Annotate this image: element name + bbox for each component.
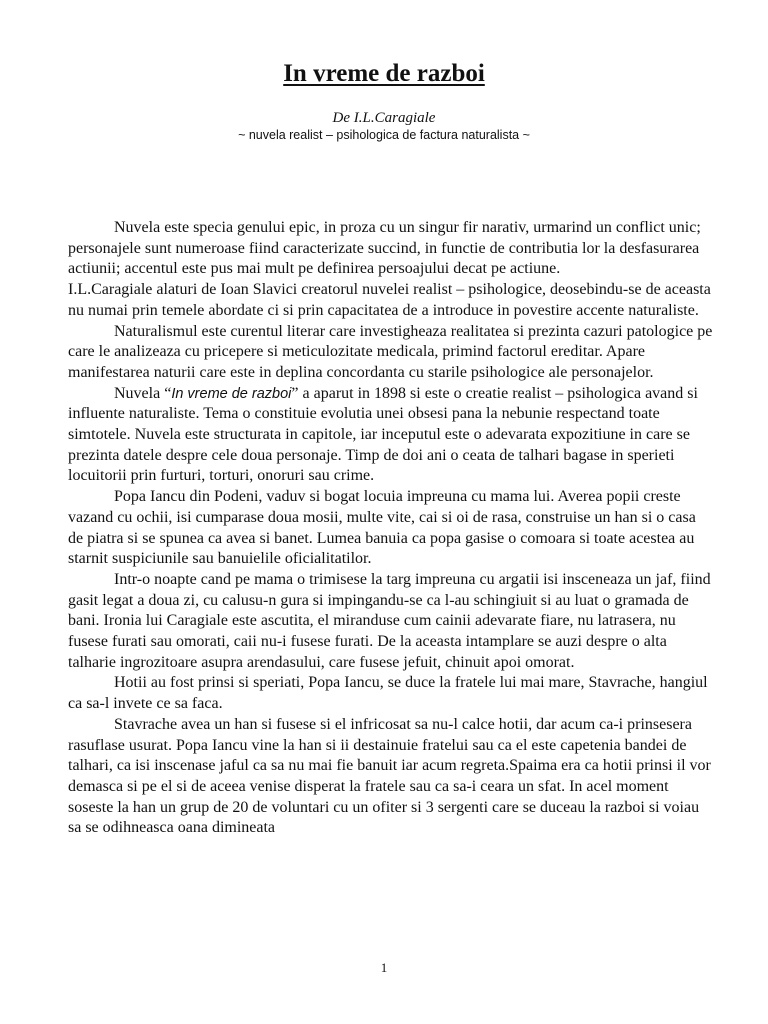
paragraph: Nuvela este specia genului epic, in proza cu un singur fir narativ, urmarind un conflict unic; personajele sunt numeroase fiind caracterizate succind, in functie de contributia lor la desfasurarea actiunii; accentul este pus mai mult pe definirea persoajului decat pe actiune.: [68, 219, 701, 278]
novel-title-italic: In vreme de razboi: [171, 385, 292, 402]
document-author: De I.L.Caragiale: [332, 110, 436, 126]
document-genre: ~ nuvela realist – psihologica de factura naturalista ~: [238, 128, 530, 142]
document-body: [68, 218, 713, 839]
paragraph: Intr-o noapte cand pe mama o trimisese la targ impreuna cu argatii isi insceneaza un jaf, fiind gasit legat a doua zi, cu calusu-n gura si impingandu-se ca l-au schingiuit si au luat o gramada de bani. Ironia lui Caragiale este ascutita, el miranduse cum cainii adevarate fiare, nu latrasera, nu fusese furati sau omorati, caii nu-i fusese furati. De la aceasta intamplare se auzi despre o alta talharie ingrozitoare asupra arendasului, care fusese jefuit, chinuit apoi omorat.: [68, 570, 711, 671]
paragraph: Stavrache avea un han si fusese si el infricosat sa nu-l calce hotii, dar acum ca-i prinsesera rasuflase usurat. Popa Iancu vine la han si ii destainuie fratelui sau ca el este capetenia bandei de talhari, ca isi inscenase jaful ca sa nu mai fie banuit iar acum regreta.Spaima era ca hotii prinsi il vor demasca si pe el si de aceea venise disperat la fratele sau ca sa-i ceara un sfat. In acel moment soseste la han un grup de 20 de voluntari cu un ofiter si 3 sergenti care se duceau la razboi si voiau sa se odihneasca oana dimineata: [68, 715, 711, 837]
paragraph: Popa Iancu din Podeni, vaduv si bogat locuia impreuna cu mama lui. Averea popii creste vazand cu ochii, isi cumparase doua mosii, multe vite, cai si oi de rasa, construise un han si o casa de piatra si se spunea ca avea si banet. Lumea banuia ca popa gasise o comoara si toate acestea au starnit suspiciunile sau banuielile oficialitatilor.: [68, 488, 696, 568]
document-title: In vreme de razboi: [283, 60, 485, 87]
paragraph-rest: ” a aparut in 1898 si este o creatie realist – psihologica avand si influente naturaliste. Tema o constituie evolutia unei obsesi pana la nebunie respectand toate simtotele. Nuvela este structurata in capitole, iar inceputul este o adevarata expozitiune in care se prezinta datele despre cele doua personaje. Timp de doi ani o ceata de talhari bagase in sperieti locuitorii prin furturi, torturi, onoruri sau crime.: [68, 384, 698, 485]
paragraph-lead: Nuvela “: [114, 384, 172, 402]
paragraph: I.L.Caragiale alaturi de Ioan Slavici creatorul nuvelei realist – psihologice, deosebindu-se de aceasta nu numai prin temele abordate ci si prin capacitatea de a introduce in povestire accente naturaliste.: [68, 281, 711, 319]
paragraph: Naturalismul este curentul literar care investigheaza realitatea si prezinta cazuri patologice pe care le analizeaza cu pricepere si meticulozitate medicala, primind factorul ereditar. Apare manifestarea naturii care este in deplina concordanta cu starile psihologice ale personajelor.: [68, 322, 713, 381]
page-number: 1: [380, 960, 388, 975]
paragraph: [68, 384, 713, 488]
paragraph: Hotii au fost prinsi si speriati, Popa Iancu, se duce la fratele lui mai mare, Stavrache, hangiul ca sa-l invete ce sa faca.: [68, 674, 708, 713]
